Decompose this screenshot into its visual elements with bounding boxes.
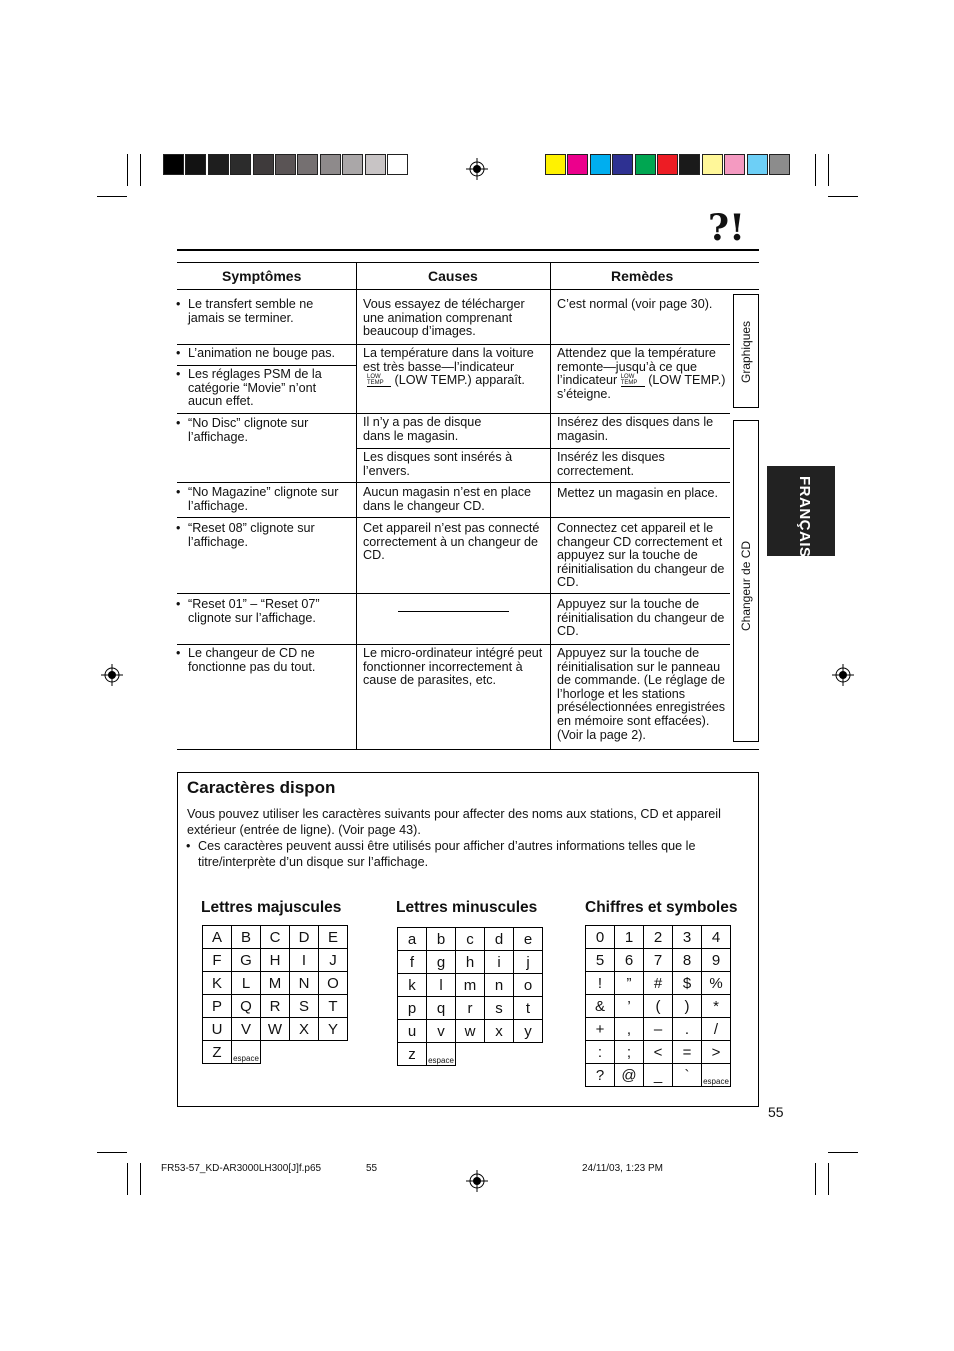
color-swatch	[163, 154, 184, 175]
char-cell: 3	[673, 926, 702, 949]
characters-intro: Vous pouvez utiliser les caractères suivants pour affecter des noms aux stations, CD et appareil extérieur (entrée de ligne). (Voir page 43).	[187, 807, 721, 837]
symptom-cell: • “Reset 01” – “Reset 07” clignote sur l’affichage.	[188, 598, 348, 625]
footer-page: 55	[366, 1163, 378, 1174]
char-cell: L	[232, 972, 261, 995]
color-swatch	[275, 154, 296, 175]
cause-cell: Les disques sont insérés à l’envers.	[363, 450, 513, 478]
char-cell: N	[290, 972, 319, 995]
color-swatch	[185, 154, 206, 175]
char-cell: !	[586, 972, 615, 995]
char-cell: >	[702, 1041, 731, 1064]
registration-mark-icon	[466, 158, 488, 180]
crop-mark	[140, 154, 141, 186]
char-cell: a	[398, 928, 427, 951]
char-cell: h	[456, 951, 485, 974]
table-rule	[177, 517, 730, 518]
remedy-cell: Appuyez sur la touche de réinitialisation sur le panneau de commande. (Le réglage de l’horloge et les stations présélectionnées enregistrées en mémoire sont effacées). (Voir la page 2).	[557, 646, 726, 742]
char-cell: e	[514, 928, 543, 951]
char-cell: +	[586, 1018, 615, 1041]
char-cell: 6	[615, 949, 644, 972]
char-cell: 9	[702, 949, 731, 972]
color-swatch	[702, 154, 723, 175]
symptom-cell: • “Reset 08” clignote sur l’affichage.	[188, 522, 348, 549]
color-swatch	[724, 154, 745, 175]
char-cell: 0	[586, 926, 615, 949]
char-cell: K	[203, 972, 232, 995]
char-cell: T	[319, 995, 348, 1018]
char-cell: w	[456, 1020, 485, 1043]
uppercase-grid	[202, 925, 348, 1064]
crop-mark	[140, 1163, 141, 1195]
char-cell: y	[514, 1020, 543, 1043]
char-cell: p	[398, 997, 427, 1020]
remedy-cell: Mettez un magasin en place.	[557, 486, 719, 500]
color-swatch	[679, 154, 700, 175]
symptom-cell: • “No Disc” clignote sur l’affichage.	[188, 417, 348, 444]
char-cell: f	[398, 951, 427, 974]
registration-mark-icon	[101, 664, 123, 686]
char-cell: U	[203, 1018, 232, 1041]
crop-mark	[828, 1163, 829, 1195]
char-cell: %	[702, 972, 731, 995]
color-swatch	[253, 154, 274, 175]
color-swatch	[297, 154, 318, 175]
registration-mark-icon	[466, 1170, 488, 1192]
dash-line	[398, 611, 509, 612]
char-cell: Y	[319, 1018, 348, 1041]
uppercase-title: Lettres majuscules	[201, 899, 342, 916]
char-cell: J	[319, 949, 348, 972]
remedy-cell: C’est normal (voir page 30).	[557, 297, 713, 311]
char-cell: D	[290, 926, 319, 949]
char-cell: #	[644, 972, 673, 995]
crop-mark	[815, 154, 816, 186]
crop-mark	[97, 196, 127, 197]
crop-mark	[815, 1163, 816, 1195]
crop-mark	[97, 1152, 127, 1153]
cause-cell: Aucun magasin n’est en place dans le changeur CD.	[363, 485, 532, 513]
cause-cell	[363, 347, 545, 388]
char-cell: B	[232, 926, 261, 949]
char-cell: r	[456, 997, 485, 1020]
char-cell: <	[644, 1041, 673, 1064]
char-cell: W	[261, 1018, 290, 1041]
char-cell: t	[514, 997, 543, 1020]
symptom-cell: • Le changeur de CD ne fonctionne pas du tout.	[188, 647, 348, 674]
char-cell: S	[290, 995, 319, 1018]
char-cell: k	[398, 974, 427, 997]
char-cell: /	[702, 1018, 731, 1041]
color-swatch	[769, 154, 790, 175]
table-rule	[177, 749, 759, 750]
char-cell: espace	[232, 1041, 261, 1064]
char-cell: 1	[615, 926, 644, 949]
color-swatch	[612, 154, 633, 175]
char-cell: i	[485, 951, 514, 974]
footer-date: 24/11/03, 1:23 PM	[582, 1163, 663, 1174]
color-swatch	[545, 154, 566, 175]
char-cell: .	[673, 1018, 702, 1041]
crop-mark	[828, 154, 829, 186]
header-causes: Causes	[428, 268, 478, 284]
table-rule	[177, 289, 759, 290]
cause-cell: Vous essayez de télécharger une animation comprenant beaucoup d’images.	[363, 297, 525, 339]
header-remedies: Remèdes	[611, 268, 674, 284]
crop-mark	[127, 154, 128, 186]
color-swatch	[657, 154, 678, 175]
table-rule	[177, 482, 730, 483]
header-symptoms: Symptômes	[222, 268, 302, 284]
char-cell: d	[485, 928, 514, 951]
char-cell: j	[514, 951, 543, 974]
divider	[177, 249, 759, 251]
color-calibration-bar	[545, 154, 791, 175]
cause-text-suffix: (LOW TEMP.) apparaît.	[394, 373, 525, 388]
char-cell: (	[644, 995, 673, 1018]
remedy-cell: Appuyez sur la touche de réinitialisation du changeur de CD.	[557, 597, 725, 639]
symptom-cell: • “No Magazine” clignote sur l’affichage.	[188, 486, 353, 513]
char-cell: 8	[673, 949, 702, 972]
cause-text: La température dans la voiture est très basse—l’indicateur	[363, 346, 534, 374]
char-cell: _	[644, 1064, 673, 1087]
char-cell: )	[673, 995, 702, 1018]
char-cell: P	[203, 995, 232, 1018]
crop-mark	[828, 1152, 858, 1153]
table-rule	[177, 593, 730, 594]
low-temp-icon: LOW TEMP	[367, 374, 391, 387]
char-cell: Q	[232, 995, 261, 1018]
language-tab	[767, 466, 835, 556]
symbols-grid	[585, 925, 731, 1087]
color-swatch	[387, 154, 408, 175]
char-cell: x	[485, 1020, 514, 1043]
char-cell: n	[485, 974, 514, 997]
side-label-changer: Changeur de CD	[739, 540, 753, 631]
char-cell: C	[261, 926, 290, 949]
char-cell: *	[702, 995, 731, 1018]
remedy-cell: Inséréz les disques correctement.	[557, 450, 665, 478]
crop-mark	[127, 1163, 128, 1195]
char-cell: ;	[615, 1041, 644, 1064]
registration-mark-icon	[832, 664, 854, 686]
char-cell: ?	[586, 1064, 615, 1087]
troubleshooting-icon: ?!	[708, 207, 745, 249]
crop-mark	[828, 196, 858, 197]
char-cell: 4	[702, 926, 731, 949]
table-rule	[356, 262, 357, 749]
char-cell: s	[485, 997, 514, 1020]
color-swatch	[635, 154, 656, 175]
color-swatch	[208, 154, 229, 175]
char-cell: O	[319, 972, 348, 995]
table-rule	[550, 262, 551, 749]
char-cell: R	[261, 995, 290, 1018]
char-cell: :	[586, 1041, 615, 1064]
char-cell: I	[290, 949, 319, 972]
color-swatch	[590, 154, 611, 175]
char-cell: 2	[644, 926, 673, 949]
char-cell: b	[427, 928, 456, 951]
symptom-cell: • Les réglages PSM de la catégorie “Movie” n’ont aucun effet.	[188, 368, 348, 409]
symbols-title: Chiffres et symboles	[585, 899, 738, 916]
char-cell: 7	[644, 949, 673, 972]
low-temp-icon: LOW TEMP	[621, 374, 645, 387]
char-cell: `	[673, 1064, 702, 1087]
cause-cell: Le micro-ordinateur intégré peut fonctionner incorrectement à cause de parasites, etc.	[363, 646, 543, 688]
color-swatch	[342, 154, 363, 175]
char-cell: @	[615, 1064, 644, 1087]
char-cell: A	[203, 926, 232, 949]
char-cell: z	[398, 1043, 427, 1066]
color-swatch	[365, 154, 386, 175]
table-rule	[177, 413, 730, 414]
char-cell: q	[427, 997, 456, 1020]
char-cell: –	[644, 1018, 673, 1041]
footer-file: FR53-57_KD-AR3000LH300[J]f.p65	[161, 1163, 322, 1174]
remedy-cell: Insérez des disques dans le magasin.	[557, 415, 714, 443]
char-cell: G	[232, 949, 261, 972]
char-cell: c	[456, 928, 485, 951]
lowercase-grid	[397, 927, 543, 1066]
char-cell: l	[427, 974, 456, 997]
remedy-text-suffix: (LOW TEMP.) s’éteigne.	[557, 373, 726, 401]
char-cell: o	[514, 974, 543, 997]
char-cell: F	[203, 949, 232, 972]
color-swatch	[230, 154, 251, 175]
language-tab-label: FRANÇAIS	[796, 476, 813, 558]
cause-cell: Cet appareil n’est pas connecté correctement à un changeur de CD.	[363, 521, 540, 563]
remedy-text: Attendez que la température remonte—jusqu’à ce que l’indicateur	[557, 346, 716, 388]
table-rule	[177, 644, 730, 645]
char-cell: ”	[615, 972, 644, 995]
lowercase-title: Lettres minuscules	[396, 899, 538, 916]
remedy-cell	[557, 347, 727, 401]
char-cell: E	[319, 926, 348, 949]
cause-cell: Il n’y a pas de disque dans le magasin.	[363, 415, 482, 443]
char-cell: espace	[702, 1064, 731, 1087]
color-swatch	[747, 154, 768, 175]
characters-bullet: • Ces caractères peuvent aussi être utilisés pour afficher d’autres informations telles que le titre/interprète d’un disque sur l’affichage.	[198, 838, 738, 870]
char-cell: =	[673, 1041, 702, 1064]
char-cell: g	[427, 951, 456, 974]
char-cell: v	[427, 1020, 456, 1043]
char-cell: V	[232, 1018, 261, 1041]
gray-calibration-bar	[163, 154, 409, 175]
color-swatch	[567, 154, 588, 175]
table-rule	[356, 448, 730, 449]
symptom-cell: • L’animation ne bouge pas.	[188, 347, 348, 361]
char-cell: H	[261, 949, 290, 972]
symptom-cell: • Le transfert semble ne jamais se terminer.	[188, 298, 348, 325]
table-rule	[177, 365, 356, 366]
char-cell: 5	[586, 949, 615, 972]
color-swatch	[320, 154, 341, 175]
characters-title: Caractères dispon	[187, 778, 336, 797]
char-cell: X	[290, 1018, 319, 1041]
char-cell: ,	[615, 1018, 644, 1041]
char-cell: m	[456, 974, 485, 997]
char-cell: &	[586, 995, 615, 1018]
char-cell: u	[398, 1020, 427, 1043]
char-cell: Z	[203, 1041, 232, 1064]
table-rule	[177, 262, 759, 263]
table-rule	[177, 344, 730, 345]
char-cell: M	[261, 972, 290, 995]
char-cell: ’	[615, 995, 644, 1018]
char-cell: $	[673, 972, 702, 995]
remedy-cell: Connectez cet appareil et le changeur CD correctement et appuyez sur la touche de réinitialisation du changeur de CD.	[557, 521, 725, 590]
page-number: 55	[768, 1104, 784, 1120]
char-cell: espace	[427, 1043, 456, 1066]
side-label-graphics: Graphiques	[739, 320, 753, 383]
